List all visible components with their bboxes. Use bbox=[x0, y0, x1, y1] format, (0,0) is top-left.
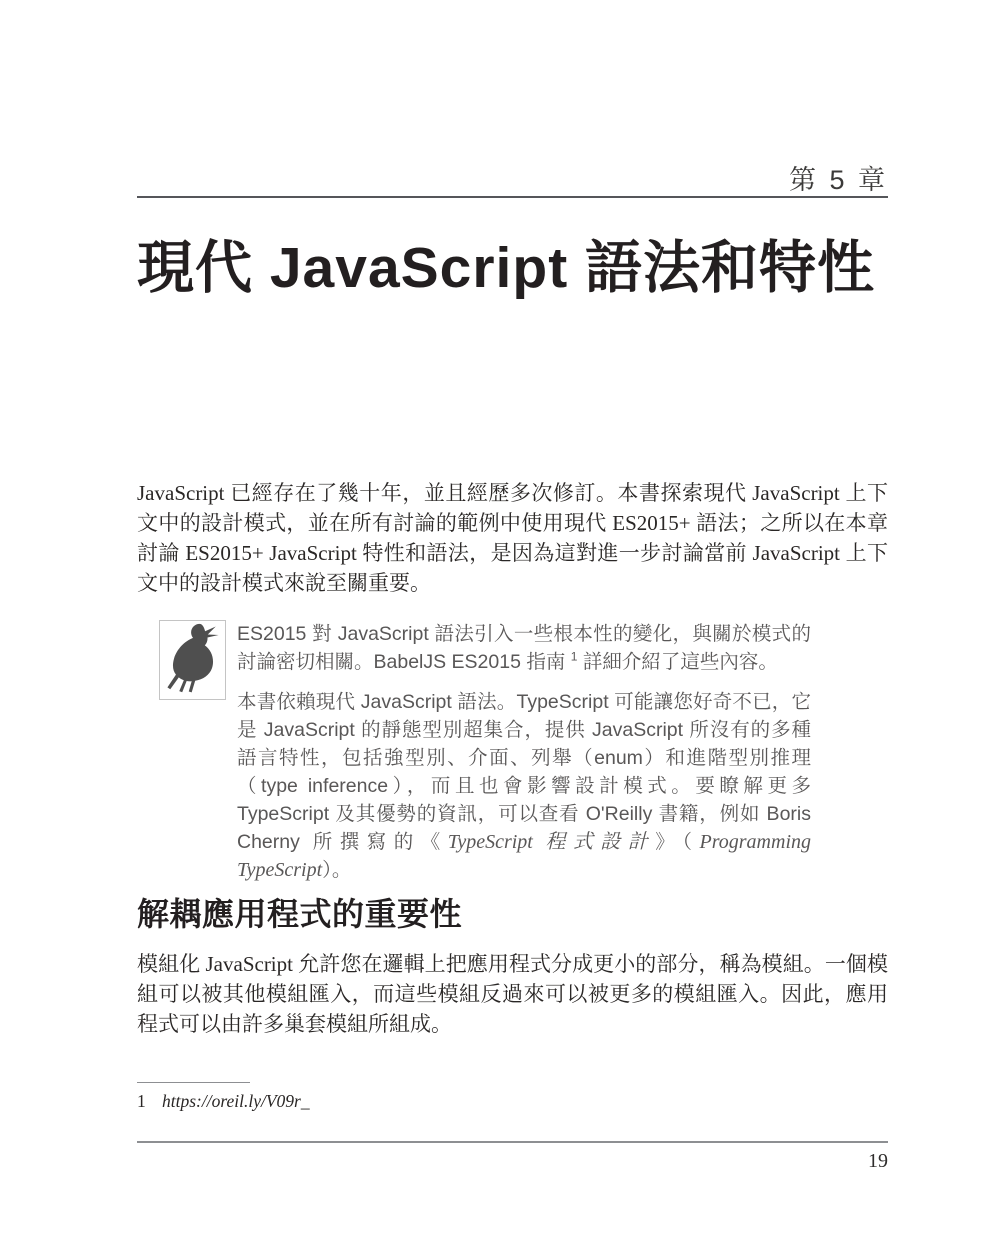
book-title-zh: TypeScript 程式設計 bbox=[447, 831, 656, 853]
footnote bbox=[137, 1091, 310, 1112]
note-icon-box bbox=[159, 620, 226, 700]
note-paragraph-1 bbox=[237, 620, 811, 676]
footnote-separator bbox=[137, 1082, 250, 1083]
header-rule bbox=[137, 196, 888, 198]
note-text-4: 》（ bbox=[655, 831, 700, 853]
note-text-5: ）。 bbox=[322, 859, 352, 881]
section-heading: 解耦應用程式的重要性 bbox=[137, 896, 463, 932]
footnote-ref-marker: 1 bbox=[570, 649, 578, 664]
note-paragraph-2 bbox=[237, 688, 811, 884]
note-text-1: ES2015 對 JavaScript 語法引入一些根本性的變化，與關於模式的討論密切相關。BabelJS ES2015 指南 bbox=[237, 623, 811, 673]
note-text-2: 詳細介紹了這些內容。 bbox=[577, 651, 778, 673]
note-callout bbox=[237, 620, 811, 884]
footnote-number: 1 bbox=[137, 1091, 146, 1111]
paragraph-intro: JavaScript 已經存在了幾十年，並且經歷多次修訂。本書探索現代 JavaScript 上下文中的設計模式，並在所有討論的範例中使用現代 ES2015+ 語法；之所以在本章討論 ES2015+ JavaScript 特性和語法，是因為這對進一步討論當前 JavaScript 上下文中的設計模式來說至關重要。 bbox=[137, 481, 888, 595]
chapter-label: 第 5 章 bbox=[788, 165, 888, 195]
footer-rule bbox=[137, 1141, 888, 1143]
footnote-link[interactable]: https://oreil.ly/V09r_ bbox=[162, 1091, 310, 1111]
paragraph-modular: 模組化 JavaScript 允許您在邏輯上把應用程式分成更小的部分，稱為模組。一個模組可以被其他模組匯入，而這些模組反過來可以被更多的模組匯入。因此，應用程式可以由許多巢套模組所組成。 bbox=[137, 952, 888, 1036]
note-text-3: 本書依賴現代 JavaScript 語法。TypeScript 可能讓您好奇不已，它是 JavaScript 的靜態型別超集合，提供 JavaScript 所沒有的多種語言特性，包括強型別、介面、列舉（enum）和進階型別推理（type inference），而且也會影響設計模式。要瞭解更多 TypeScript 及其優勢的資訊，可以查看 O'Reilly 書籍，例如 Boris Cherny 所撰寫的《 bbox=[237, 691, 811, 853]
crow-icon bbox=[164, 622, 222, 699]
chapter-title: 現代 JavaScript 語法和特性 bbox=[137, 236, 876, 300]
page-number: 19 bbox=[868, 1150, 888, 1172]
book-title-en: Programming TypeScript bbox=[237, 831, 811, 881]
